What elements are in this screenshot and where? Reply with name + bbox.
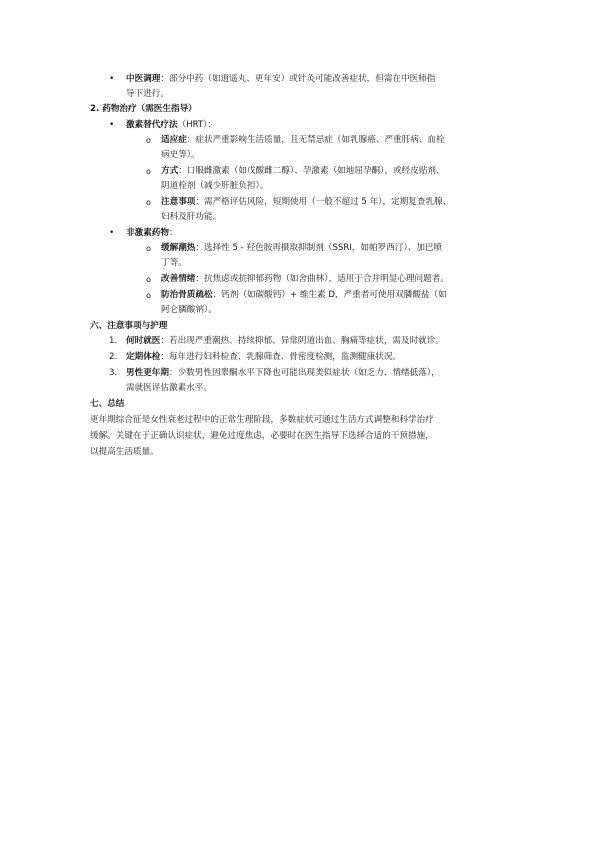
nonhormone-label: [126, 226, 178, 241]
hrt-label-suffix: （HRT）：: [177, 120, 217, 130]
tcm-term: 中医调理: [126, 74, 161, 84]
care-item-text: ：若出现严重潮热、持续抑郁、异常阴道出血、胸痛等症状，需及时就诊。: [160, 336, 444, 346]
hrt-label-term: 激素替代疗法: [126, 120, 178, 130]
bullet-marker: •: [109, 120, 115, 130]
circle-marker: o: [146, 244, 151, 253]
hrt-item: [161, 133, 521, 148]
care-item: [126, 366, 526, 381]
hrt-item-text: ：症状严重影响生活质量，且无禁忌症（如乳腺癌、严重肝病、血栓: [186, 135, 445, 145]
tcm-text-cont: 导下进行。: [126, 89, 169, 99]
nonhormone-item-text: ：钙剂（如碳酸钙）+ 维生素 D，严重者可使用双膦酸盐（如: [212, 290, 447, 300]
nonhormone-item-term: 防治骨质疏松: [161, 290, 213, 300]
circle-marker: o: [146, 275, 151, 284]
nonhormone-item: [161, 272, 531, 287]
tcm-item: [126, 72, 526, 87]
section-7-heading: 七、总结: [90, 399, 125, 409]
circle-marker: o: [146, 136, 151, 145]
hrt-item: [161, 195, 521, 210]
care-item-term: 男性更年期: [126, 368, 169, 378]
summary-line: 以提高生活质量。: [90, 447, 159, 457]
hrt-item-cont: 病史等）。: [161, 150, 200, 160]
nonhormone-item-text: ：选择性 5 - 羟色胺再摄取抑制剂（SSRI，如帕罗西汀）、加巴喷: [195, 243, 443, 253]
hrt-item-cont: 阴道栓剂（减少肝脏负担）。: [161, 181, 269, 191]
list-number: 1.: [109, 336, 118, 346]
summary-line: 更年期综合征是女性衰老过程中的正常生理阶段，多数症状可通过生活方式调整和科学治疗: [90, 415, 434, 425]
section-2-heading: 2. 药物治疗（需医生指导）: [90, 104, 197, 114]
bullet-marker: •: [109, 74, 115, 84]
care-item-term: 定期体检: [126, 352, 161, 362]
care-item-cont: 需就医评估激素水平。: [126, 383, 212, 393]
circle-marker: o: [146, 198, 151, 207]
nonhormone-item-term: 改善情绪: [161, 274, 196, 284]
tcm-text: ：部分中药（如逍遥丸、更年安）或针灸可能改善症状，但需在中医师指: [160, 74, 436, 84]
hrt-item-term: 方式: [161, 166, 179, 176]
hrt-item-cont: 妇科及肝功能。: [161, 212, 222, 222]
care-item: [126, 350, 526, 365]
hrt-item-term: 注意事项: [161, 197, 196, 207]
nonhormone-item-cont: 丁等。: [161, 258, 187, 268]
section-6-heading: 六、注意事项与护理: [90, 321, 168, 331]
hrt-item: [161, 164, 521, 179]
hrt-label: [126, 118, 216, 133]
hrt-item-term: 适应症: [161, 135, 187, 145]
nonhormone-label-suffix: ：: [168, 228, 178, 238]
nonhormone-item: [161, 288, 521, 303]
hrt-item-text: ：需严格评估风险，短期使用（一般不超过 5 年），定期复查乳腺、: [195, 197, 452, 207]
nonhormone-item: [161, 241, 521, 256]
list-number: 3.: [109, 368, 118, 378]
nonhormone-label-term: 非激素药物: [126, 228, 169, 238]
list-number: 2.: [109, 352, 118, 362]
care-item-text: ：每年进行妇科检查、乳腺筛查、骨密度检测，监测健康状况。: [160, 352, 402, 362]
nonhormone-item-cont: 阿仑膦酸钠）。: [161, 305, 217, 315]
nonhormone-item-text: ：抗焦虑或抗抑郁药物（如舍曲林），适用于合并明显心理问题者。: [195, 274, 449, 284]
summary-line: 缓解。关键在于正确认识症状，避免过度焦虑，必要时在医生指导下选择合适的干预措施，: [90, 431, 434, 441]
care-item-term: 何时就医: [126, 336, 161, 346]
circle-marker: o: [146, 167, 151, 176]
care-item-text: ：少数男性因睾酮水平下降也可能出现类似症状（如乏力、情绪低落），: [168, 368, 440, 378]
care-item: [126, 334, 526, 349]
circle-marker: o: [146, 291, 151, 300]
hrt-item-text: ：口服雌激素（如戊酸雌二醇）、孕激素（如地屈孕酮），或经皮贴剂、: [178, 166, 445, 176]
bullet-marker: •: [109, 228, 115, 238]
nonhormone-item-term: 缓解潮热: [161, 243, 196, 253]
